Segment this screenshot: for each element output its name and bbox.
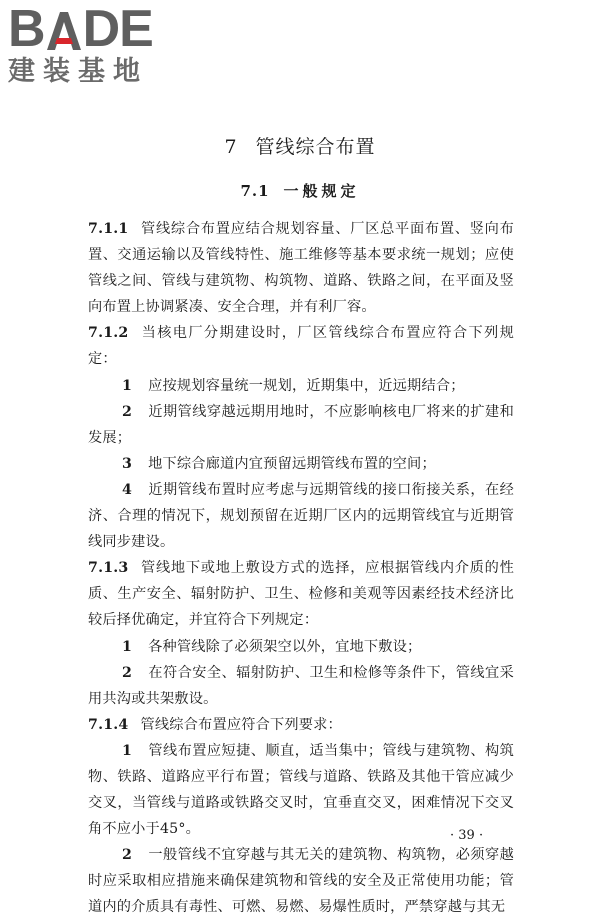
clause-7-1-4	[88, 712, 514, 738]
list-item	[88, 399, 514, 451]
item-text: 近期管线布置时应考虑与远期管线的接口衔接关系，在经济、合理的情况下，规划预留在近期厂区内的远期管线宜与近期管线同步建设。	[88, 481, 514, 551]
clause-7-1-1	[88, 216, 514, 320]
item-text: 在符合安全、辐射防护、卫生和检修等条件下，管线宜采用共沟或共架敷设。	[88, 664, 514, 707]
item-text: 一般管线不宜穿越与其无关的建筑物、构筑物，必须穿越时应采取相应措施来确保建筑物和管线的安全及正常使用功能；管道内的介质具有毒性、可燃、易燃、易爆性质时，严禁穿越与其无	[88, 847, 514, 916]
list-item	[88, 477, 514, 555]
item-number: 2	[122, 847, 133, 864]
item-text: 各种管线除了必须架空以外，宜地下敷设；	[148, 638, 422, 655]
document-body	[88, 216, 514, 921]
list-item	[88, 738, 514, 842]
item-number: 4	[122, 481, 133, 498]
clause-number: 7.1.4	[88, 716, 129, 733]
logo-chinese-name: 建装基地	[8, 56, 148, 87]
section-number: 7.1	[240, 182, 270, 200]
logo-wordmark	[8, 0, 153, 58]
clause-number: 7.1.3	[88, 560, 129, 577]
item-number: 2	[122, 403, 133, 420]
clause-number: 7.1.1	[88, 221, 129, 237]
clause-text: 管线综合布置应结合规划容量、厂区总平面布置、竖向布置、交通运输以及管线特性、施工维修等基本要求统一规划；应使管线之间、管线与建筑物、构筑物、道路、铁路之间，在平面及竖向布置上协调紧凑、安全合理，并有利厂容。	[88, 221, 514, 316]
list-item	[88, 634, 514, 660]
item-text: 近期管线穿越远期用地时，不应影响核电厂将来的扩建和发展；	[88, 403, 514, 446]
item-number: 1	[122, 742, 133, 759]
clause-text: 当核电厂分期建设时，厂区管线综合布置应符合下列规定：	[88, 325, 514, 368]
clause-text: 管线地下或地上敷设方式的选择，应根据管线内介质的性质、生产安全、辐射防护、卫生、检修和美观等因素经技术经济比较后择优确定，并宜符合下列规定：	[88, 560, 514, 629]
list-item	[88, 451, 514, 477]
item-number: 1	[122, 377, 133, 394]
item-number: 3	[122, 455, 133, 472]
logo-letter-b: B	[8, 0, 45, 58]
list-item	[88, 660, 514, 712]
clause-text: 管线综合布置应符合下列要求：	[140, 716, 342, 733]
clause-number: 7.1.2	[88, 325, 129, 342]
list-item	[88, 373, 514, 399]
chapter-title-text: 管线综合布置	[255, 136, 376, 158]
chapter-title	[0, 134, 600, 160]
list-item	[88, 842, 514, 920]
clause-7-1-2	[88, 320, 514, 372]
section-title	[0, 180, 600, 202]
page-number: · 39 ·	[450, 828, 484, 843]
item-text: 管线布置应短捷、顺直，适当集中；管线与建筑物、构筑物、铁路、道路应平行布置；管线与道路、铁路及其他干管应减少交叉，当管线与道路或铁路交叉时，宜垂直交叉，困难情况下交叉角不应小于45°。	[88, 742, 514, 838]
chapter-number: 7	[224, 136, 238, 158]
logo-letter-a-mark	[46, 4, 82, 54]
item-text: 应按规划容量统一规划，近期集中，近远期结合；	[148, 377, 465, 394]
item-number: 2	[122, 664, 133, 681]
logo-letters-de: DE	[82, 0, 153, 58]
bade-logo	[8, 0, 153, 88]
section-title-text: 一般规定	[283, 182, 360, 200]
item-text: 地下综合廊道内宜预留远期管线布置的空间；	[148, 455, 436, 472]
item-number: 1	[122, 638, 133, 655]
clause-7-1-3	[88, 555, 514, 633]
